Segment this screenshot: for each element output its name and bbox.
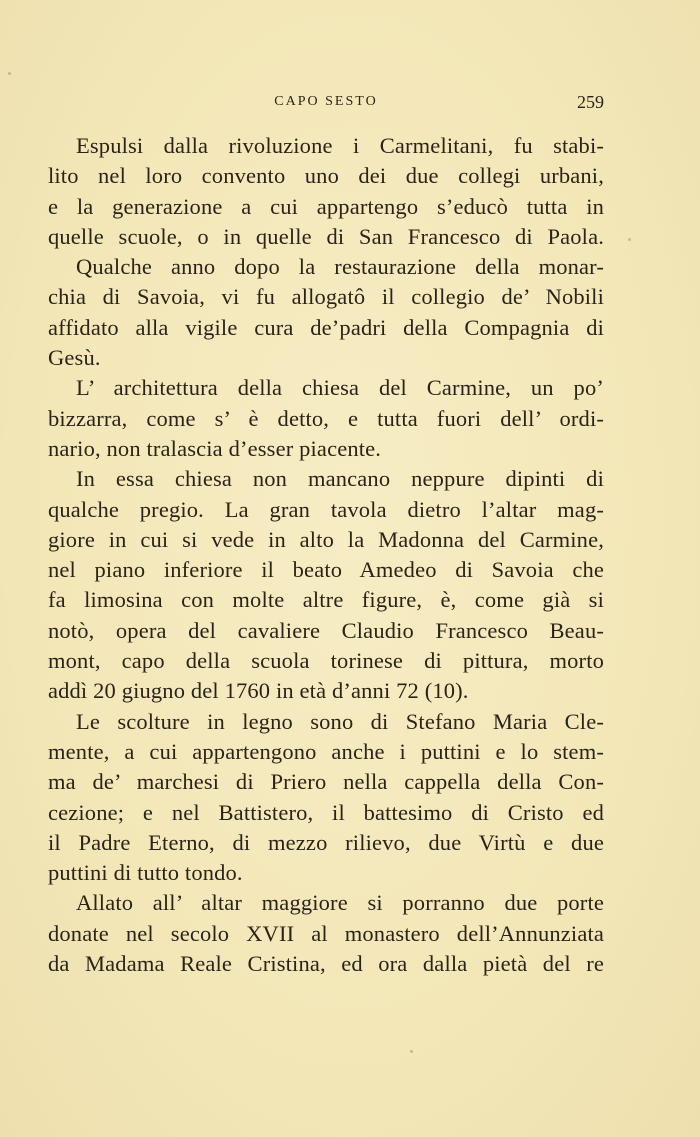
text-line: chia di Savoia, vi fu allogatô il collegio de’ Nobili (48, 284, 604, 310)
text-line: addì 20 giugno del 1760 in età d’anni 72 (10). (48, 678, 469, 704)
text-line: da Madama Reale Cristina, ed ora dalla pietà del re (48, 951, 604, 977)
text-line: Allato all’ altar maggiore si porranno due porte (76, 890, 604, 916)
text-line: ma de’ marchesi di Priero nella cappella della Con- (48, 769, 604, 795)
text-line: il Padre Eterno, di mezzo rilievo, due Virtù e due (48, 829, 604, 855)
text-line: bizzarra, come s’ è detto, e tutta fuori dell’ ordi- (48, 405, 604, 431)
text-line: L’ architettura della chiesa del Carmine, un po’ (76, 375, 604, 401)
running-title: CAPO SESTO (274, 94, 378, 109)
text-line: Qualche anno dopo la restaurazione della monar- (76, 254, 604, 280)
text-line: cezione; e nel Battistero, il battesimo di Cristo ed (48, 799, 604, 825)
text-line: In essa chiesa non mancano neppure dipinti di (76, 466, 604, 492)
page-number: 259 (577, 92, 604, 112)
text-line: puttini di tutto tondo. (48, 860, 243, 886)
text-line: quelle scuole, o in quelle di San Francesco di Paola. (48, 223, 604, 249)
text-line: Espulsi dalla rivoluzione i Carmelitani, fu stabi- (76, 133, 604, 158)
paper-speck (8, 72, 11, 75)
text-line: affidato alla vigile cura de’padri della Compagnia di (48, 314, 604, 340)
page-header (48, 92, 604, 116)
text-line: e la generazione a cui appartengo s’educò tutta in (48, 193, 604, 219)
text-line: mente, a cui appartengono anche i puttini e lo stem- (48, 738, 604, 764)
text-line: qualche pregio. La gran tavola dietro l’altar mag- (48, 496, 604, 522)
text-line: mont, capo della scuola torinese di pittura, morto (48, 648, 604, 674)
text-line: Le scolture in legno sono di Stefano Maria Cle- (76, 708, 604, 734)
body-text (48, 131, 604, 979)
paper-speck (410, 1050, 413, 1053)
paper-speck (628, 238, 631, 241)
text-line: Gesù. (48, 345, 101, 371)
text-line: fa limosina con molte altre figure, è, come già si (48, 587, 604, 613)
text-line: lito nel loro convento uno dei due collegi urbani, (48, 163, 604, 189)
text-line: nel piano inferiore il beato Amedeo di Savoia che (48, 557, 604, 583)
text-line: giore in cui si vede in alto la Madonna del Carmine, (48, 526, 604, 552)
text-line: notò, opera del cavaliere Claudio Francesco Beau- (48, 617, 604, 643)
text-line: nario, non tralascia d’esser piacente. (48, 435, 382, 461)
text-line: donate nel secolo XVII al monastero dell’Annunziata (48, 920, 604, 946)
